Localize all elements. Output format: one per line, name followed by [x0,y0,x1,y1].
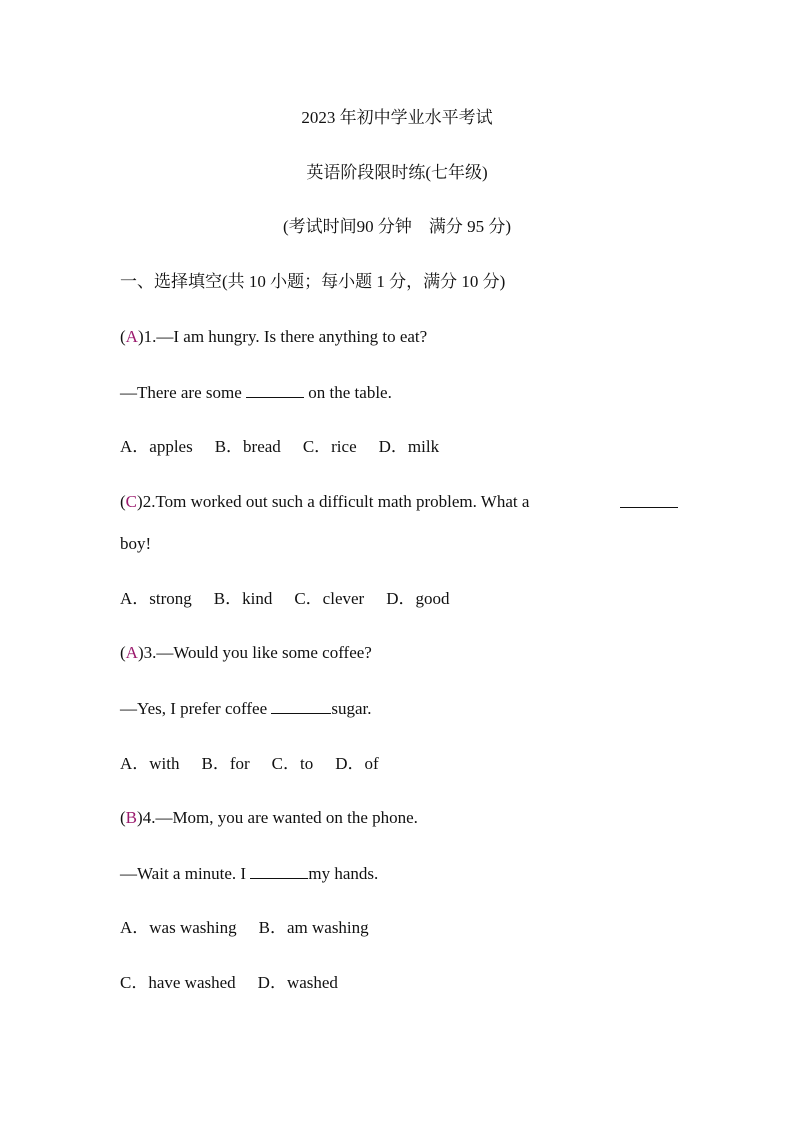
option-a: A．apples [120,437,193,456]
answer-letter: C [125,492,138,511]
answer-letter: A [125,643,138,662]
question-1-line2: —There are some on the table. [120,383,392,402]
question-1-options [120,436,439,458]
option-c: C．to [271,754,314,773]
question-text: 4.—Mom, you are wanted on the phone. [142,808,418,827]
answer-letter: A [125,327,138,346]
question-3-stem: (A)3.—Would you like some coffee? [120,643,372,662]
section-heading: 一、选择填空(共 10 小题；每小题 1 分，满分 10 分) [120,272,506,291]
option-a: A．was washing [120,918,237,937]
option-b: B．bread [214,437,281,456]
answer-blank [620,491,678,508]
answer-blank [271,697,331,714]
option-b: B．for [201,754,250,773]
option-c: C．have washed [120,973,236,992]
question-3-options [120,753,379,775]
option-d: D．good [386,589,450,608]
answer-letter: B [125,808,138,827]
option-d: D．washed [257,973,338,992]
option-d: D．of [335,754,379,773]
option-c: C．clever [294,589,365,608]
exam-subtitle: 英语阶段限时练(七年级) [306,163,488,182]
answer-blank [246,381,304,398]
question-text: 3.—Would you like some coffee? [143,643,372,662]
option-b: B．kind [213,589,273,608]
question-2-options [120,588,449,610]
question-2-continuation: boy! [120,534,152,553]
question-text: 1.—I am hungry. Is there anything to eat? [143,327,428,346]
option-a: A．with [120,754,180,773]
question-4-options-row-2 [120,972,338,994]
answer-blank [250,862,308,879]
option-d: D．milk [378,437,440,456]
question-text: 2.Tom worked out such a difficult math problem. What a [142,492,530,511]
option-c: C．rice [302,437,357,456]
exam-info: (考试时间90 分钟 满分 95 分) [282,217,512,236]
question-4-options-row-1 [120,917,369,939]
question-4-stem: (B)4.—Mom, you are wanted on the phone. [120,808,418,827]
question-1-stem: (A)1.—I am hungry. Is there anything to eat? [120,327,428,346]
exam-title: 2023 年初中学业水平考试 [301,108,493,127]
question-2-stem: (C)2.Tom worked out such a difficult math problem. What a [120,491,680,513]
question-4-line2: —Wait a minute. I my hands. [120,864,379,883]
option-a: A．strong [120,589,192,608]
option-b: B．am washing [258,918,369,937]
question-3-line2: —Yes, I prefer coffee sugar. [120,699,372,718]
